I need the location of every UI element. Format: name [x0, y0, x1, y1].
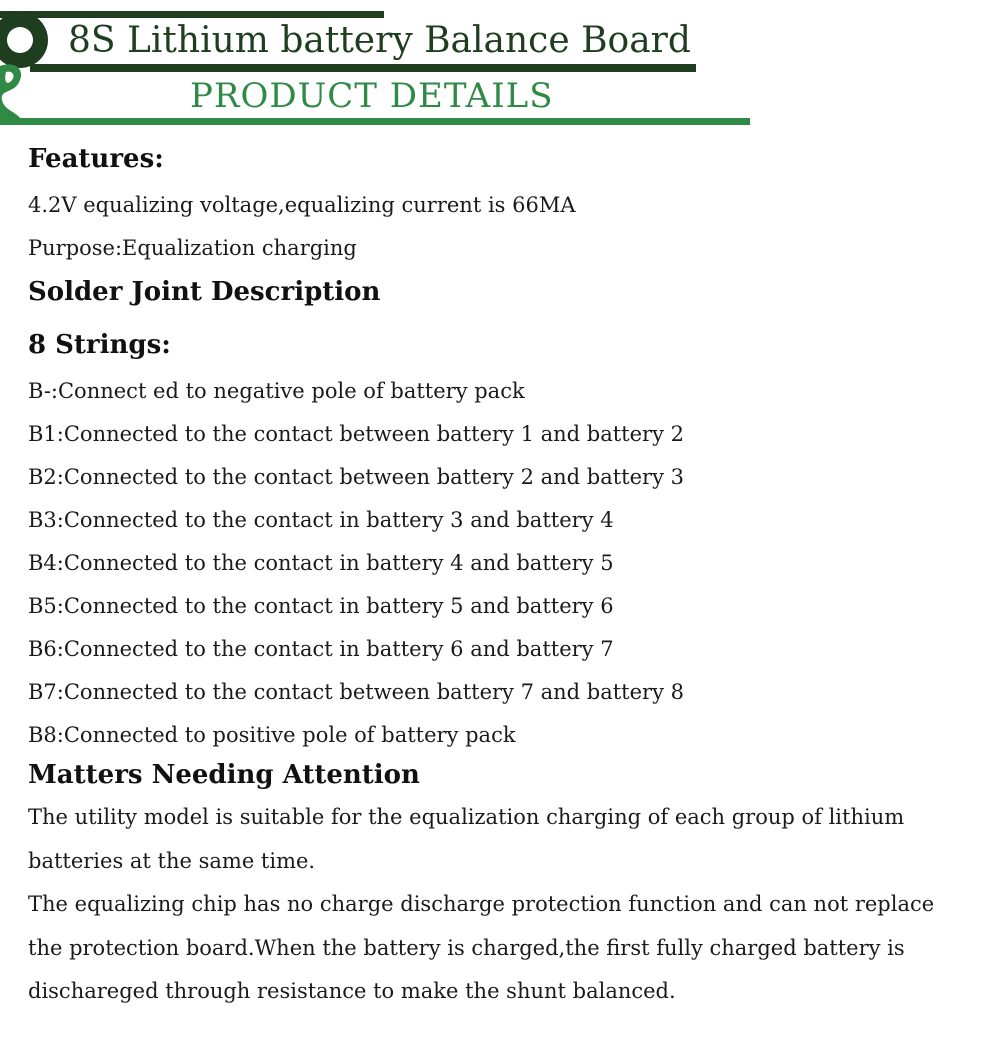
solder-line: B3:Connected to the contact in battery 3 and battery 4: [28, 508, 614, 532]
solder-line: B2:Connected to the contact between battery 2 and battery 3: [28, 465, 684, 489]
solder-line: B5:Connected to the contact in battery 5 and battery 6: [28, 594, 614, 618]
solder-line: B7:Connected to the contact between battery 7 and battery 8: [28, 680, 684, 704]
attention-paragraph: The utility model is suitable for the equalization charging of each group of lithium batteries at the same time.: [28, 805, 905, 873]
solder-line: B6:Connected to the contact in battery 6 and battery 7: [28, 637, 614, 661]
attention-paragraph: The equalizing chip has no charge discharge protection function and can not replace the protection board.When the battery is charged,the first fully charged battery is dischareged through resistance to make the shunt balanced.: [28, 892, 935, 1003]
header-banner: [0, 0, 760, 130]
strings-heading: 8 Strings:: [28, 330, 171, 360]
attention-heading: Matters Needing Attention: [28, 760, 420, 790]
solder-heading: Solder Joint Description: [28, 277, 381, 307]
solder-line: B1:Connected to the contact between battery 1 and battery 2: [28, 422, 684, 446]
solder-line: B4:Connected to the contact in battery 4 and battery 5: [28, 551, 614, 575]
content-body: [28, 136, 968, 1014]
feature-line: Purpose:Equalization charging: [28, 236, 357, 260]
solder-line: B-:Connect ed to negative pole of battery pack: [28, 379, 525, 403]
solder-line: B8:Connected to positive pole of battery pack: [28, 723, 516, 747]
feature-line: 4.2V equalizing voltage,equalizing current is 66MA: [28, 193, 576, 217]
page-subtitle: PRODUCT DETAILS: [190, 76, 554, 116]
features-heading: Features:: [28, 144, 164, 174]
page-title: 8S Lithium battery Balance Board: [68, 20, 691, 61]
